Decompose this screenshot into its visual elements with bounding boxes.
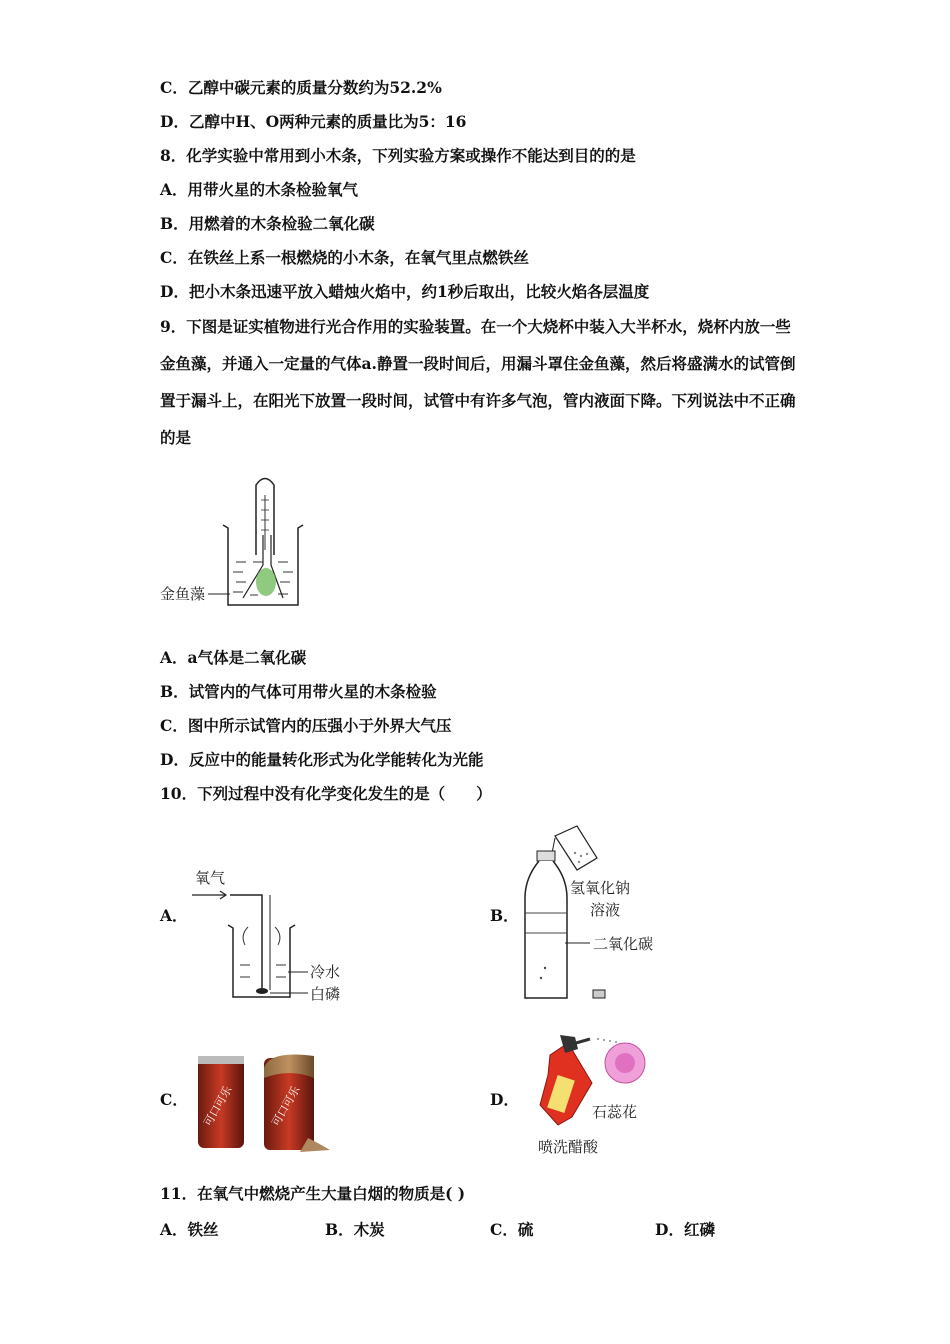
- goldfish-weed-apparatus: [158, 470, 318, 610]
- q10-option-c-label: C．: [160, 1090, 188, 1109]
- litmus-flower-spray-image: [530, 1025, 690, 1165]
- acetic-acid-spray-label: 喷洗醋酸: [538, 1138, 599, 1156]
- oxygen-label: 氧气: [195, 869, 226, 887]
- prev-option-c: C．乙醇中碳元素的质量分数约为52.2%: [160, 78, 442, 97]
- q9-option-b: B．试管内的气体可用带火星的木条检验: [160, 682, 437, 701]
- q8-option-b: B．用燃着的木条检验二氧化碳: [160, 214, 375, 233]
- q8-option-d: D．把小木条迅速平放入蜡烛火焰中，约1秒后取出，比较火焰各层温度: [160, 282, 650, 301]
- q11-option-d: D．红磷: [655, 1220, 715, 1239]
- white-phosphorus-label: 白磷: [310, 985, 341, 1003]
- q11-option-b: B．木炭: [325, 1220, 385, 1239]
- q9-option-d: D．反应中的能量转化形式为化学能转化为光能: [160, 750, 484, 769]
- q8-option-c: C．在铁丝上系一根燃烧的小木条，在氧气里点燃铁丝: [160, 248, 529, 267]
- q8-option-a: A．用带火星的木条检验氧气: [160, 180, 359, 199]
- prev-option-d: D．乙醇中H、O两种元素的质量比为5：16: [160, 112, 467, 131]
- q11-option-c: C．硫: [490, 1220, 534, 1239]
- cola-can-label-2: 可口可乐: [269, 1083, 303, 1129]
- question-10: 10．下列过程中没有化学变化发生的是（ ）: [160, 784, 492, 803]
- question-9: 9．下图是证实植物进行光合作用的实验装置。在一个大烧杯中装入大半杯水，烧杯内放一些金鱼藻，并通入一定量的气体a.静置一段时间后，用漏斗罩住金鱼藻，然后将盛满水的试管倒置于漏斗上，在阳光下放置一段时间，试管中有许多气泡，管内液面下降。下列说法中不正确的是: [160, 317, 796, 447]
- q9-option-c: C．图中所示试管内的压强小于外界大气压: [160, 716, 452, 735]
- q10-option-b-label: B．: [490, 906, 519, 925]
- white-phosphorus-apparatus: [190, 865, 360, 1005]
- q10-option-d-label: D．: [490, 1090, 519, 1109]
- litmus-flower-label: 石蕊花: [592, 1103, 638, 1121]
- plastic-bottle-co2-apparatus: [515, 818, 685, 1008]
- goldfish-weed-label: 金鱼藻: [160, 585, 206, 603]
- naoh-label-2: 溶液: [590, 901, 621, 919]
- cola-cans-image: [190, 1048, 340, 1156]
- q9-option-a: A．a气体是二氧化碳: [160, 648, 307, 667]
- question-8: 8．化学实验中常用到小木条，下列实验方案或操作不能达到目的的是: [160, 146, 636, 165]
- naoh-label-1: 氢氧化钠: [570, 879, 631, 897]
- q11-option-a: A．铁丝: [160, 1220, 219, 1239]
- question-11: 11．在氧气中燃烧产生大量白烟的物质是( ): [160, 1184, 466, 1203]
- q10-option-a-label: A．: [160, 906, 188, 925]
- co2-label: 二氧化碳: [593, 935, 654, 953]
- cola-can-label-1: 可口可乐: [201, 1083, 235, 1129]
- cold-water-label: 冷水: [310, 963, 341, 981]
